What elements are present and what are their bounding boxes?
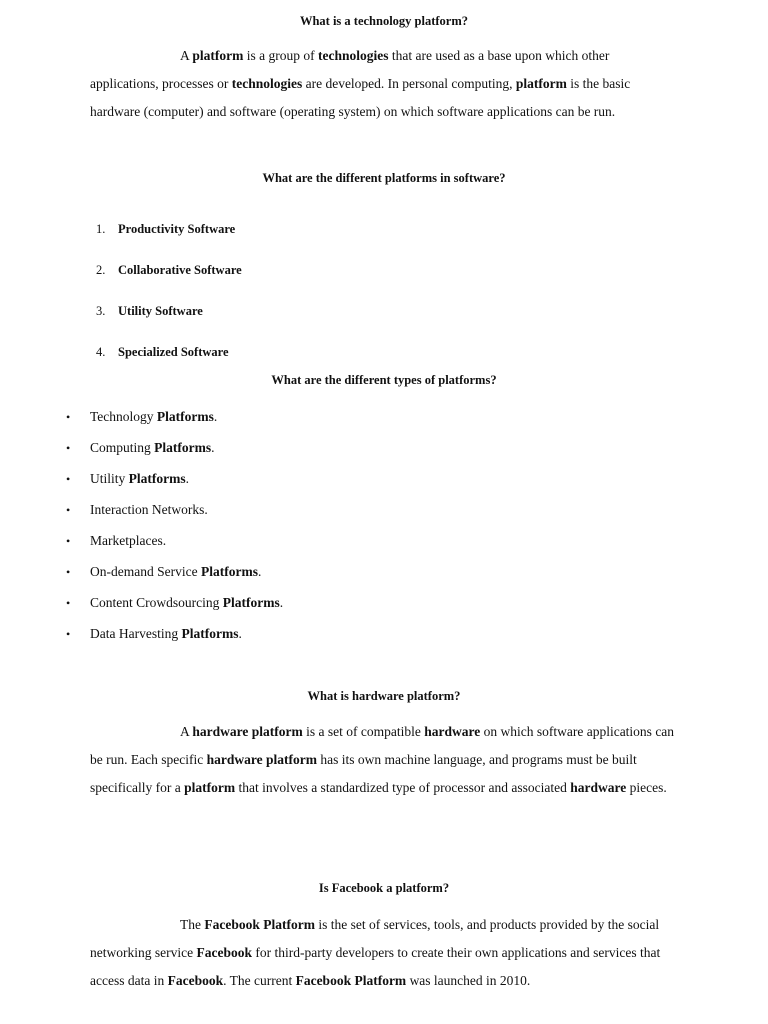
heading-software-platforms: What are the different platforms in software? [262,171,506,185]
list-item: 1. Productivity Software [96,222,236,236]
bullet-item: • Marketplaces. [66,533,167,548]
bullet-item: • Data Harvesting Platforms. [66,626,242,641]
bullet-item: • Interaction Networks. [66,502,208,517]
bullet-item: • Utility Platforms. [66,471,189,486]
heading-technology-platform: What is a technology platform? [299,14,469,28]
paragraph-hardware-platform: A hardware platform is a set of compatible hardware on which software applications can be run. Each specific hardware platform has its own machine language, and programs must be built specifically for a platform that involves a standardized type of processor and associated hardware pieces. [90,724,675,795]
heading-hardware-platform: What is hardware platform? [307,689,461,703]
bullet-item: • Content Crowdsourcing Platforms. [66,595,284,610]
bullet-item: • Computing Platforms. [66,440,215,455]
paragraph-technology-platform: A platform is a group of technologies that are used as a base upon which other applications, processes or technologies are developed. In personal computing, platform is the basic hardware (computer) and software (operating system) on which software applications can be run. [90,48,631,119]
heading-platform-types: What are the different types of platforms? [271,373,497,387]
bullet-item: • Technology Platforms. [66,409,218,424]
list-item: 4. Specialized Software [96,345,229,359]
list-item: 2. Collaborative Software [96,263,242,277]
list-item: 3. Utility Software [96,304,203,318]
heading-facebook-platform: Is Facebook a platform? [318,881,450,895]
bullet-item: • On-demand Service Platforms. [66,564,262,579]
paragraph-facebook-platform: The Facebook Platform is the set of services, tools, and products provided by the social networking service Facebook for third-party developers to create their own applications and services that access data in Facebook. The current Facebook Platform was launched in 2010. [90,917,661,988]
